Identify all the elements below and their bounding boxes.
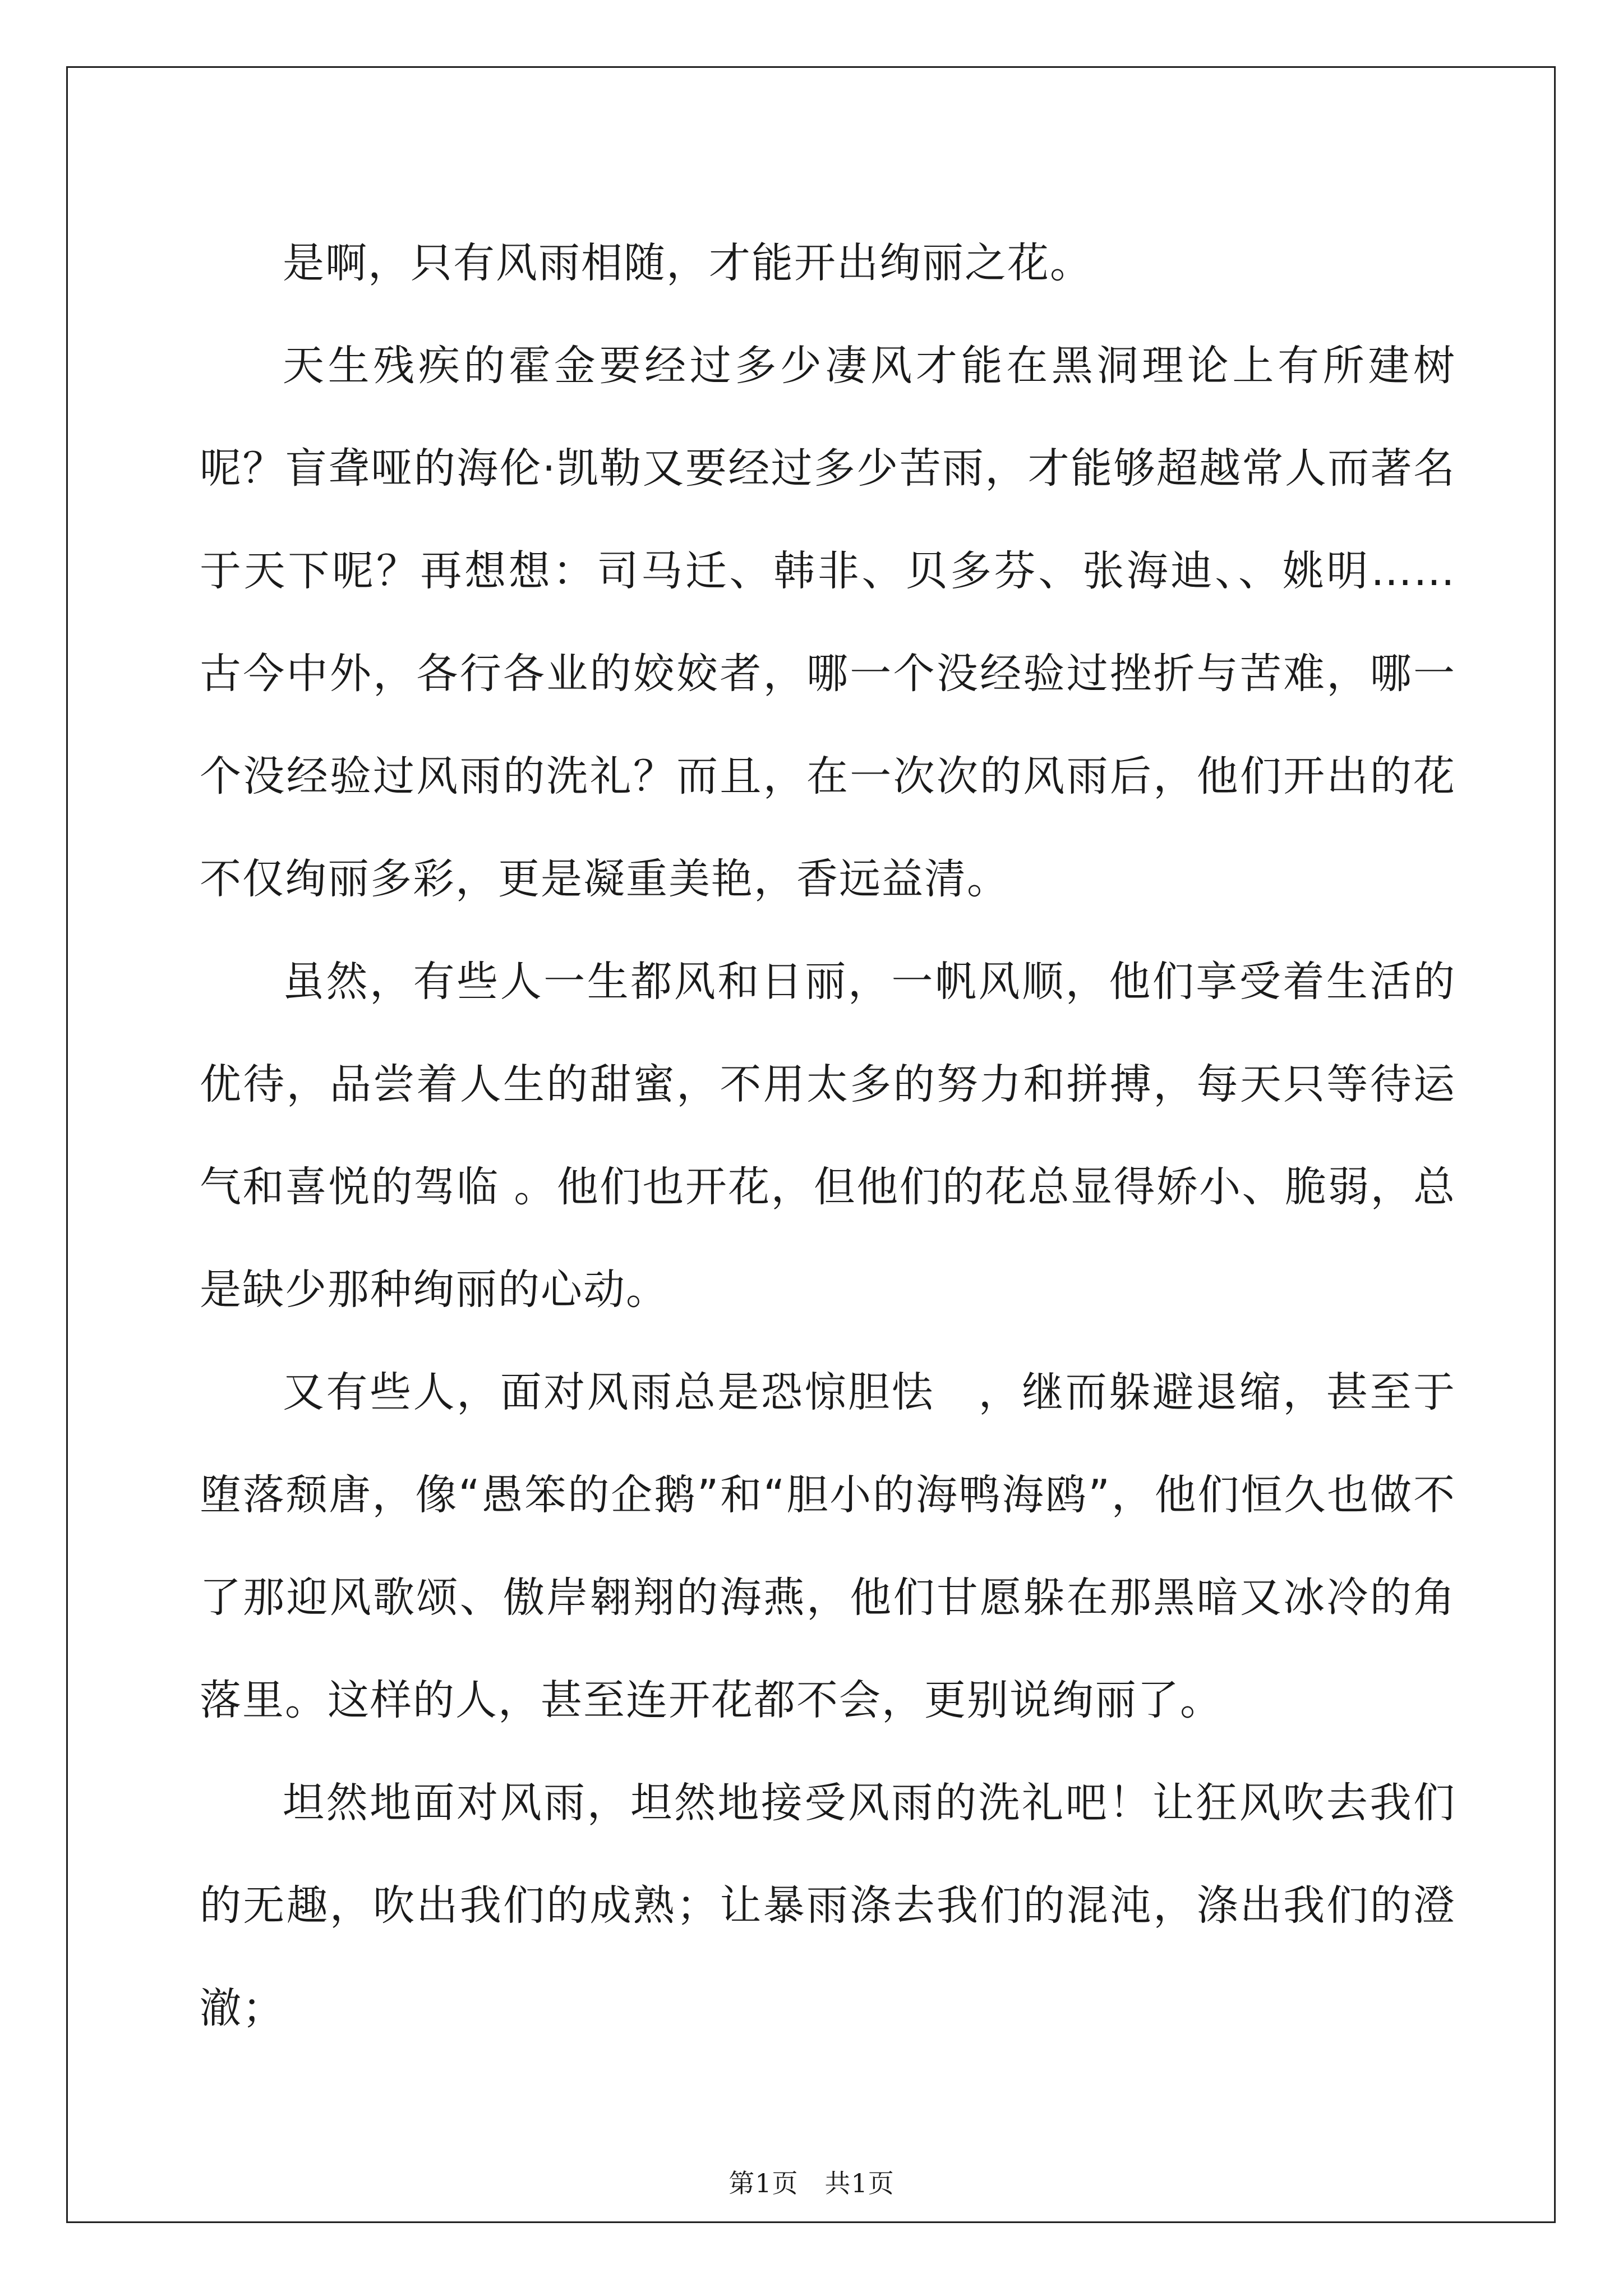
paragraph-4: 又有些人，面对风雨总是恐惊胆怯 ，继而躲避退缩，甚至于堕落颓唐，像“愚笨的企鹅”和“胆小的海鸭海鸥”，他们恒久也做不了那迎风歌颂、傲岸翱翔的海燕，他们甘愿躲在那黑暗又冰冷的角落里。这样的人，甚至连开花都不会，更别说绚丽了。 — [200, 1368, 1456, 1724]
paragraph-2: 天生残疾的霍金要经过多少凄风才能在黑洞理论上有所建树呢？盲聋哑的海伦·凯勒又要经过多少苦雨，才能够超越常人而著名于天下呢？再想想：司马迁、韩非、贝多芬、张海迪、、姚明……古今中外，各行各业的姣姣者，哪一个没经验过挫折与苦难，哪一个没经验过风雨的洗礼？而且，在一次次的风雨后，他们开出的花不仅绚丽多彩，更是凝重美艳，香远益清。 — [200, 342, 1456, 903]
paragraph-5: 坦然地面对风雨，坦然地接受风雨的洗礼吧！让狂风吹去我们的无趣，吹出我们的成熟；让暴雨涤去我们的混沌，涤出我们的澄澈； — [200, 1779, 1456, 2032]
page-number-footer: 第1页 共1页 — [728, 2168, 895, 2198]
document-body — [200, 212, 1456, 2060]
paragraph-3: 虽然，有些人一生都风和日丽，一帆风顺，他们享受着生活的优待，品尝着人生的甜蜜，不用太多的努力和拼搏，每天只等待运气和喜悦的驾临 。他们也开花，但他们的花总显得娇小、脆弱，总是缺少那种绚丽的心动。 — [200, 958, 1456, 1314]
paragraph-1: 是啊，只有风雨相随，才能开出绚丽之花。 — [283, 239, 1092, 287]
